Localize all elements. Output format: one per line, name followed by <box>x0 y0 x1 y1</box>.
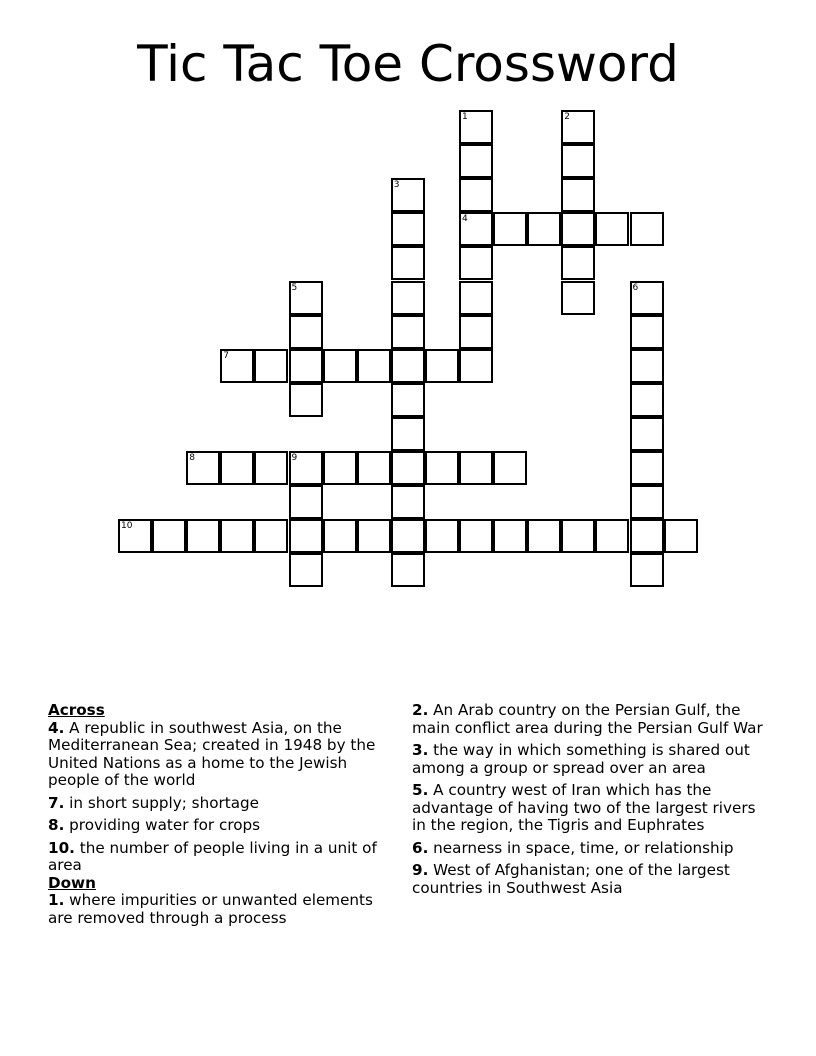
clue-text: nearness in space, time, or relationship <box>433 838 734 857</box>
grid-cell[interactable] <box>459 519 493 553</box>
grid-cell[interactable] <box>630 519 664 553</box>
clue-number: 6. <box>412 838 429 857</box>
clue-number: 4. <box>48 718 65 737</box>
grid-cell[interactable] <box>220 519 254 553</box>
clue-down-6 <box>412 840 768 858</box>
grid-cell[interactable] <box>323 451 357 485</box>
grid-cell[interactable] <box>391 315 425 349</box>
grid-cell[interactable] <box>391 451 425 485</box>
grid-cell[interactable] <box>254 451 288 485</box>
grid-cell[interactable] <box>459 349 493 383</box>
grid-cell[interactable] <box>391 417 425 451</box>
grid-cell[interactable] <box>391 519 425 553</box>
grid-cell[interactable] <box>459 246 493 280</box>
grid-cell[interactable] <box>391 485 425 519</box>
grid-cell[interactable] <box>391 349 425 383</box>
grid-cell[interactable] <box>630 553 664 587</box>
cell-number: 3 <box>393 180 400 191</box>
grid-cell[interactable] <box>459 110 493 144</box>
grid-cell[interactable] <box>391 246 425 280</box>
grid-cell[interactable] <box>289 519 323 553</box>
clue-text: West of Afghanistan; one of the largest countries in Southwest Asia <box>412 861 730 897</box>
across-heading: Across <box>48 701 105 719</box>
page-title: Tic Tac Toe Crossword <box>137 35 679 93</box>
grid-cell[interactable] <box>561 178 595 212</box>
clue-number: 8. <box>48 816 65 834</box>
clues-left-column <box>48 702 400 932</box>
grid-cell[interactable] <box>289 281 323 315</box>
grid-cell[interactable] <box>357 451 391 485</box>
grid-cell[interactable] <box>561 246 595 280</box>
grid-cell[interactable] <box>186 519 220 553</box>
grid-cell[interactable] <box>152 519 186 553</box>
grid-cell[interactable] <box>630 281 664 315</box>
grid-cell[interactable] <box>630 485 664 519</box>
clue-down-3 <box>412 742 768 777</box>
grid-cell[interactable] <box>630 212 664 246</box>
grid-cell[interactable] <box>289 451 323 485</box>
clue-down-5 <box>412 782 768 835</box>
clue-text: where impurities or unwanted elements are removed through a process <box>48 891 373 927</box>
grid-cell[interactable] <box>630 349 664 383</box>
grid-cell[interactable] <box>459 178 493 212</box>
grid-cell[interactable] <box>561 144 595 178</box>
grid-cell[interactable] <box>391 553 425 587</box>
cell-number: 4 <box>462 214 468 225</box>
grid-cell[interactable] <box>459 144 493 178</box>
grid-cell[interactable] <box>630 383 664 417</box>
grid-cell[interactable] <box>289 383 323 417</box>
grid-cell[interactable] <box>493 451 527 485</box>
clue-text: the number of people living in a unit of area <box>48 838 377 874</box>
grid-cell[interactable] <box>595 212 629 246</box>
grid-cell[interactable] <box>493 519 527 553</box>
grid-cell[interactable] <box>391 383 425 417</box>
clue-number: 3. <box>412 741 429 759</box>
cell-number: 10 <box>121 521 133 532</box>
clue-text: providing water for crops <box>69 816 261 834</box>
grid-cell[interactable] <box>220 451 254 485</box>
clue-down-1 <box>48 892 400 927</box>
grid-cell[interactable] <box>425 349 459 383</box>
clue-text: in short supply; shortage <box>69 793 259 812</box>
grid-cell[interactable] <box>664 519 698 553</box>
grid-cell[interactable] <box>561 519 595 553</box>
cell-number: 9 <box>291 453 298 463</box>
grid-cell[interactable] <box>357 519 391 553</box>
clue-number: 9. <box>412 861 429 879</box>
grid-cell[interactable] <box>323 519 357 553</box>
cell-number: 8 <box>189 453 195 463</box>
grid-cell[interactable] <box>254 519 288 553</box>
grid-cell[interactable] <box>289 553 323 587</box>
cell-number: 1 <box>462 112 468 122</box>
grid-cell[interactable] <box>323 349 357 383</box>
grid-cell[interactable] <box>561 110 595 144</box>
grid-cell[interactable] <box>630 315 664 349</box>
cell-number: 7 <box>223 350 230 361</box>
grid-cell[interactable] <box>220 349 254 383</box>
clue-number: 7. <box>48 793 65 812</box>
clues-right-column <box>412 702 768 902</box>
cell-number: 2 <box>564 112 571 122</box>
grid-cell[interactable] <box>630 451 664 485</box>
clue-number: 2. <box>412 701 429 719</box>
clue-down-9 <box>412 862 768 897</box>
clue-text: A republic in southwest Asia, on the Mediterranean Sea; created in 1948 by the United Nations as a home to the Jewish people of the world <box>48 718 376 789</box>
clue-text: An Arab country on the Persian Gulf, the main conflict area during the Persian Gulf War <box>412 701 763 737</box>
clue-text: the way in which something is shared out among a group or spread over an area <box>412 741 750 777</box>
grid-cell[interactable] <box>186 451 220 485</box>
grid-cell[interactable] <box>357 349 391 383</box>
grid-cell[interactable] <box>493 212 527 246</box>
clue-number: 5. <box>412 781 429 799</box>
grid-cell[interactable] <box>561 212 595 246</box>
grid-cell[interactable] <box>527 519 561 553</box>
grid-cell[interactable] <box>391 281 425 315</box>
clue-across-7 <box>48 795 400 813</box>
grid-cell[interactable] <box>459 212 493 246</box>
grid-cell[interactable] <box>118 519 152 553</box>
grid-cell[interactable] <box>459 315 493 349</box>
grid-cell[interactable] <box>254 349 288 383</box>
clue-number: 1. <box>48 891 65 909</box>
grid-cell[interactable] <box>391 178 425 212</box>
grid-cell[interactable] <box>425 451 459 485</box>
grid-cell[interactable] <box>561 281 595 315</box>
clue-across-8 <box>48 817 400 835</box>
grid-cell[interactable] <box>595 519 629 553</box>
grid-cell[interactable] <box>289 349 323 383</box>
grid-cell[interactable] <box>289 485 323 519</box>
cell-number: 6 <box>632 282 639 293</box>
grid-cell[interactable] <box>459 281 493 315</box>
grid-cell[interactable] <box>459 451 493 485</box>
clue-number: 10. <box>48 838 75 857</box>
grid-cell[interactable] <box>289 315 323 349</box>
clue-text: A country west of Iran which has the advantage of having two of the largest rivers in the region, the Tigris and Euphrates <box>412 781 756 834</box>
grid-cell[interactable] <box>527 212 561 246</box>
clue-down-2 <box>412 702 768 737</box>
grid-cell[interactable] <box>630 417 664 451</box>
grid-cell[interactable] <box>425 519 459 553</box>
down-heading: Down <box>48 873 96 892</box>
clue-across-10 <box>48 840 400 875</box>
cell-number: 5 <box>291 282 298 293</box>
grid-cell[interactable] <box>391 212 425 246</box>
clue-across-4 <box>48 720 400 790</box>
